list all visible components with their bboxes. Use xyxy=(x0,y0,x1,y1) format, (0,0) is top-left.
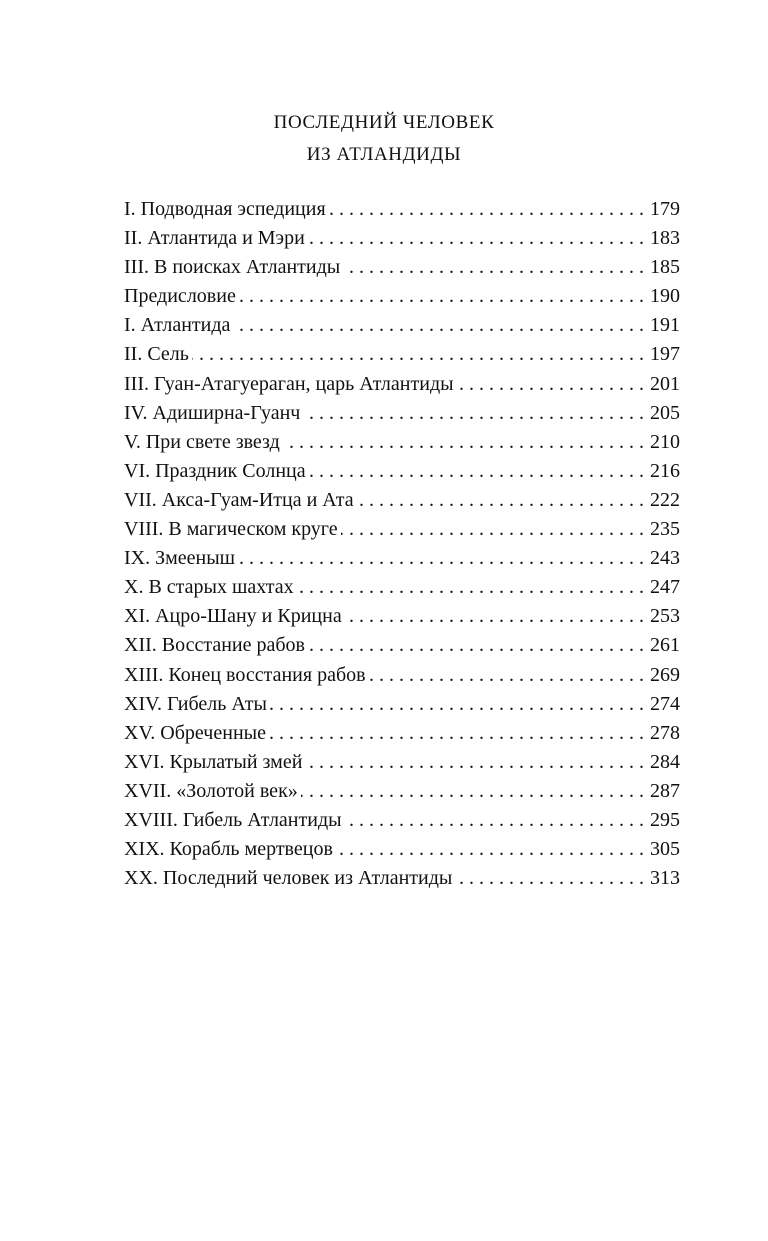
toc-entry xyxy=(124,806,680,835)
toc-entry-title: XII. Восстание рабов xyxy=(124,634,305,657)
toc-entry-title: XVI. Крылатый змей xyxy=(124,750,303,773)
toc-entry xyxy=(124,719,680,748)
toc-dot-leader xyxy=(455,864,644,893)
toc-entry-title: XIV. Гибель Аты xyxy=(124,692,267,715)
toc-entry-title: XV. Обреченные xyxy=(124,721,266,744)
toc-dot-leader xyxy=(283,428,644,457)
toc-dot-leader xyxy=(305,748,644,777)
toc-dot-leader xyxy=(308,631,644,660)
toc-entry xyxy=(124,224,680,253)
toc-entry-page-number: 179 xyxy=(650,198,680,220)
toc-dot-leader xyxy=(369,661,644,690)
toc-entry-page-number: 210 xyxy=(650,430,680,453)
toc-dot-leader xyxy=(341,515,644,544)
toc-entry-title: XVIII. Гибель Атлантиды xyxy=(124,808,342,831)
toc-entry-page-number: 183 xyxy=(650,227,680,250)
toc-entry-title: I. Подводная эспедиция xyxy=(124,198,326,220)
toc-entry-title: III. Гуан-Атагуераган, царь Атлантиды xyxy=(124,372,454,395)
toc-entry-title: VII. Акса-Гуам-Итца и Ата xyxy=(124,488,354,511)
toc-entry xyxy=(124,340,680,369)
toc-dot-leader xyxy=(457,370,644,399)
toc-entry-title: VI. Праздник Солнца xyxy=(124,459,306,482)
toc-entry-page-number: 305 xyxy=(650,838,680,861)
toc-entry-title: II. Сель xyxy=(124,343,189,366)
toc-entry xyxy=(124,399,680,428)
toc-dot-leader xyxy=(270,690,644,719)
toc-entry-page-number: 247 xyxy=(650,576,680,599)
toc-entry xyxy=(124,748,680,777)
toc-entry-title: III. В поисках Атлантиды xyxy=(124,256,341,279)
toc-entry xyxy=(124,515,680,544)
toc-entry-page-number: 191 xyxy=(650,314,680,337)
toc-dot-leader xyxy=(345,602,644,631)
section-title-line-1: ПОСЛЕДНИЙ ЧЕЛОВЕК xyxy=(273,112,495,133)
toc-entry xyxy=(124,544,680,573)
toc-dot-leader xyxy=(297,573,644,602)
toc-dot-leader xyxy=(233,311,644,340)
toc-dot-leader xyxy=(309,457,644,486)
toc-entry-title: I. Атлантида xyxy=(124,314,231,337)
toc-entry xyxy=(124,195,680,224)
toc-dot-leader xyxy=(343,253,644,282)
toc-entry-title: XVII. «Золотой век» xyxy=(124,779,298,802)
toc-dot-leader xyxy=(329,195,644,224)
toc-entry-page-number: 197 xyxy=(650,343,680,366)
toc-entry-page-number: 284 xyxy=(650,750,680,773)
toc-dot-leader xyxy=(345,806,644,835)
toc-entry xyxy=(124,370,680,399)
toc-entry-title: XI. Ацро-Шану и Крицна xyxy=(124,605,342,628)
toc-entry-page-number: 313 xyxy=(650,867,680,890)
toc-dot-leader xyxy=(357,486,644,515)
section-title-line-2: ИЗ АТЛАНДИДЫ xyxy=(306,144,462,165)
toc-entry xyxy=(124,428,680,457)
toc-entry xyxy=(124,602,680,631)
toc-entry-page-number: 235 xyxy=(650,518,680,541)
toc-entry-title: II. Атлантида и Мэри xyxy=(124,227,305,250)
toc-entry xyxy=(124,282,680,311)
toc-entry-title: IX. Змееныш xyxy=(124,547,236,570)
toc-entry-title: IV. Адиширна-Гуанч xyxy=(124,401,301,424)
toc-dot-leader xyxy=(239,282,644,311)
toc-entry-page-number: 243 xyxy=(650,547,680,570)
toc-entry-title: V. При свете звезд xyxy=(124,430,280,453)
toc-entry-title: X. В старых шахтах xyxy=(124,576,294,599)
toc-entry xyxy=(124,777,680,806)
toc-entry-page-number: 261 xyxy=(650,634,680,657)
toc-dot-leader xyxy=(238,544,644,573)
toc-entry-page-number: 278 xyxy=(650,721,680,744)
toc-entry xyxy=(124,864,680,893)
toc-entry-page-number: 216 xyxy=(650,459,680,482)
table-of-contents xyxy=(124,195,680,893)
toc-entry xyxy=(124,690,680,719)
toc-entry-page-number: 295 xyxy=(650,808,680,831)
toc-entry-page-number: 274 xyxy=(650,692,680,715)
toc-entry xyxy=(124,631,680,660)
toc-entry-title: XX. Последний человек из Атлантиды xyxy=(124,867,453,890)
toc-entry xyxy=(124,835,680,864)
toc-dot-leader xyxy=(269,719,644,748)
toc-entry-page-number: 190 xyxy=(650,285,680,308)
toc-entry xyxy=(124,253,680,282)
toc-entry-title: XIX. Корабль мертвецов xyxy=(124,838,333,861)
toc-dot-leader xyxy=(301,777,644,806)
toc-entry-title: VIII. В магическом круге xyxy=(124,518,338,541)
toc-entry xyxy=(124,457,680,486)
toc-entry xyxy=(124,486,680,515)
toc-dot-leader xyxy=(303,399,644,428)
toc-entry xyxy=(124,573,680,602)
toc-dot-leader xyxy=(192,340,644,369)
toc-entry-page-number: 222 xyxy=(650,488,680,511)
toc-entry-page-number: 205 xyxy=(650,401,680,424)
toc-entry-title: Предисловие xyxy=(124,285,236,308)
toc-entry xyxy=(124,311,680,340)
toc-dot-leader xyxy=(308,224,644,253)
toc-entry-page-number: 269 xyxy=(650,663,680,686)
toc-entry xyxy=(124,661,680,690)
toc-entry-page-number: 201 xyxy=(650,372,680,395)
toc-entry-page-number: 253 xyxy=(650,605,680,628)
toc-entry-title: XIII. Конец восстания рабов xyxy=(124,663,366,686)
toc-entry-page-number: 185 xyxy=(650,256,680,279)
toc-dot-leader xyxy=(336,835,644,864)
toc-entry-page-number: 287 xyxy=(650,779,680,802)
